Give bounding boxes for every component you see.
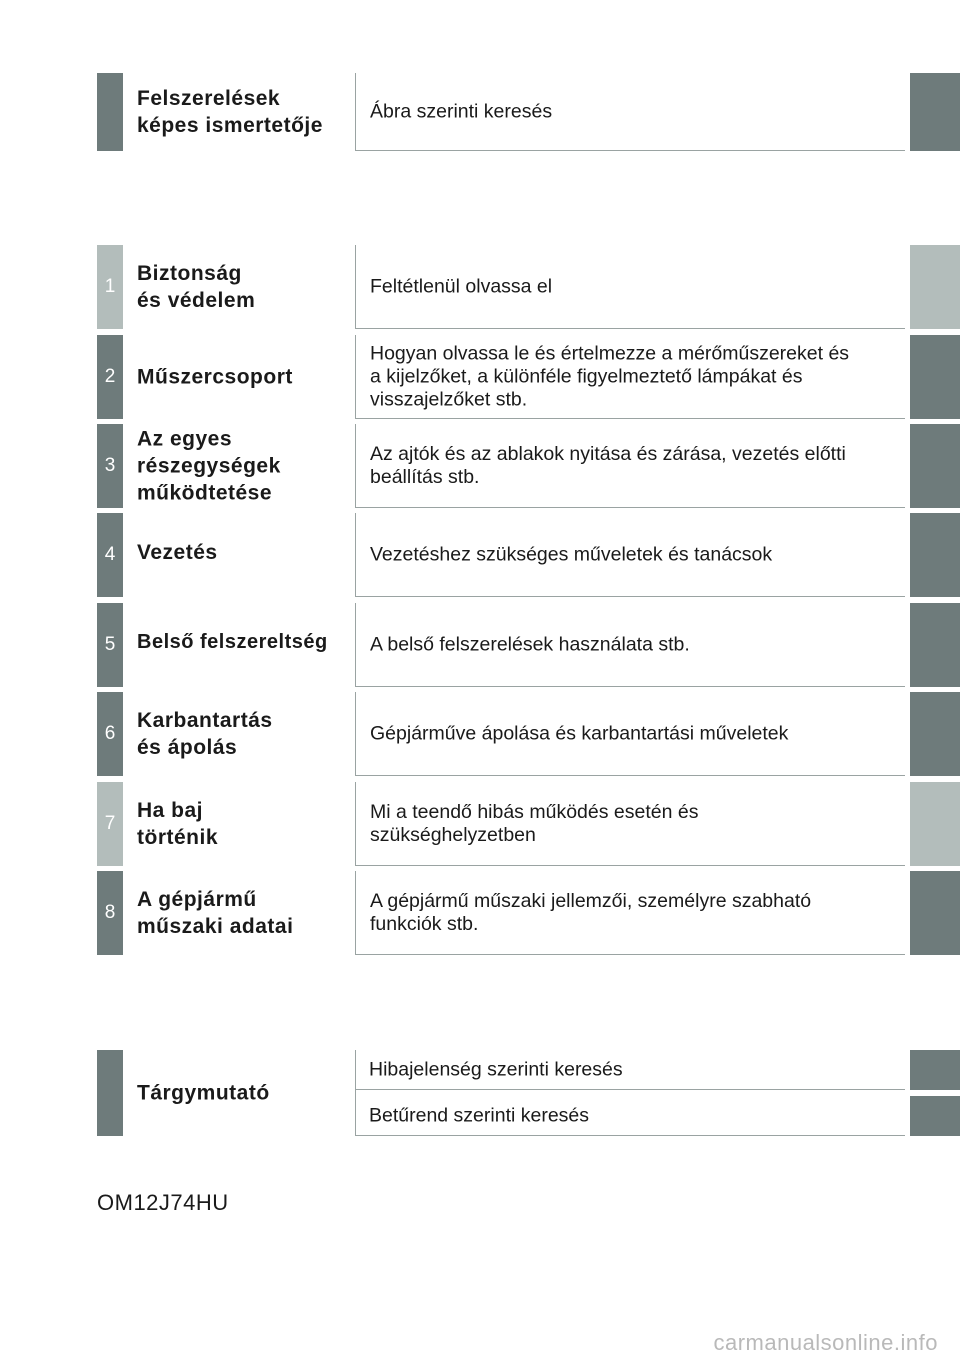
chapter-5-desc: A belső felszerelések használata stb. [370,633,690,655]
chapter-8-desc: A gépjármű műszaki jellemzői, személyre szabható funkciók stb. [370,889,812,935]
footer-watermark: carmanualsonline.info [713,1330,938,1355]
chapter-4-left-tab [97,513,123,597]
index-sub-1-label: Hibajelenség szerinti keresés [369,1058,623,1080]
chapter-1-desc: Feltétlenül olvassa el [370,275,553,297]
chapter-7-number: 7 [104,813,116,834]
chapter-8-title: A gépjármű műszaki adatai [137,888,294,938]
chapter-3-title: Az egyes részegységek működtetése [137,427,281,505]
chapter-8-right-tab[interactable] [910,871,960,955]
chapter-3-left-tab [97,424,123,508]
chapter-6-right-tab[interactable] [910,692,960,776]
chapter-1-right-tab[interactable] [910,245,960,329]
chapter-2-number: 2 [104,366,116,387]
chapter-4-right-tab[interactable] [910,513,960,597]
chapter-7-desc: Mi a teendő hibás működés esetén és szükséghelyzetben [370,800,699,846]
index-sub-2[interactable] [355,1096,905,1136]
index-section [97,1050,960,1136]
chapter-5-row[interactable] [97,603,960,687]
chapter-3-desc: Az ajtók és az ablakok nyitása és zárása, vezetés előtti beállítás stb. [370,442,846,488]
chapter-6-desc-box [355,692,905,776]
chapter-4-number: 4 [104,544,116,565]
index-sub-1[interactable] [355,1050,905,1090]
chapter-4-title: Vezetés [137,541,218,564]
document-code: OM12J74HU [97,1190,229,1215]
chapter-1-left-tab [97,245,123,329]
chapter-5-left-tab [97,603,123,687]
chapter-3-number: 3 [104,455,116,476]
intro-desc-box [355,73,905,151]
chapter-5-right-tab[interactable] [910,603,960,687]
chapter-2-desc: Hogyan olvassa le és értelmezze a mérőműszereket és a kijelzőket, a különféle figyelmeztető lámpákat és visszajelzőket stb. [370,342,850,410]
chapter-4-desc: Vezetéshez szükséges műveletek és tanácsok [370,543,773,565]
chapter-7-title: Ha baj történik [137,799,219,849]
chapter-5-number: 5 [104,634,116,655]
chapter-1-title: Biztonság és védelem [137,262,256,312]
index-sub-1-tab[interactable] [910,1050,960,1090]
intro-desc: Ábra szerinti keresés [370,100,553,122]
index-sub-2-tab[interactable] [910,1096,960,1136]
chapter-1-desc-box [355,245,905,329]
chapter-8-desc-box [355,871,905,955]
intro-left-tab [97,73,123,151]
chapter-6-row[interactable] [97,692,960,776]
chapter-6-desc: Gépjárműve ápolása és karbantartási műveletek [370,722,789,744]
chapter-1-row[interactable] [97,245,960,329]
chapter-6-title: Karbantartás és ápolás [137,709,273,759]
chapter-7-right-tab[interactable] [910,782,960,866]
chapter-7-row[interactable] [97,782,960,866]
chapter-8-row[interactable] [97,871,960,955]
chapter-5-desc-box [355,603,905,687]
chapter-3-row[interactable] [97,424,960,508]
intro-section[interactable] [97,73,960,151]
index-left-tab [97,1050,123,1136]
chapter-3-desc-box [355,424,905,508]
chapter-2-right-tab[interactable] [910,335,960,419]
chapter-2-left-tab [97,335,123,419]
chapter-2-desc-box [355,335,905,419]
chapter-4-desc-box [355,513,905,597]
chapter-7-left-tab [97,782,123,866]
chapter-2-row[interactable] [97,335,960,419]
index-title: Tárgymutató [137,1081,270,1105]
chapter-7-desc-box [355,782,905,866]
intro-title: Felszerelések képes ismertetője [137,87,323,137]
intro-right-tab[interactable] [910,73,960,151]
chapter-3-right-tab[interactable] [910,424,960,508]
index-sub-2-label: Betűrend szerinti keresés [369,1104,590,1126]
chapter-6-number: 6 [104,723,116,744]
chapter-8-number: 8 [104,902,116,923]
chapter-4-row[interactable] [97,513,960,597]
chapter-1-number: 1 [104,276,116,297]
chapter-2-title: Műszercsoport [137,365,293,389]
chapter-5-title: Belső felszereltség [137,631,328,653]
chapter-8-left-tab [97,871,123,955]
chapter-6-left-tab [97,692,123,776]
